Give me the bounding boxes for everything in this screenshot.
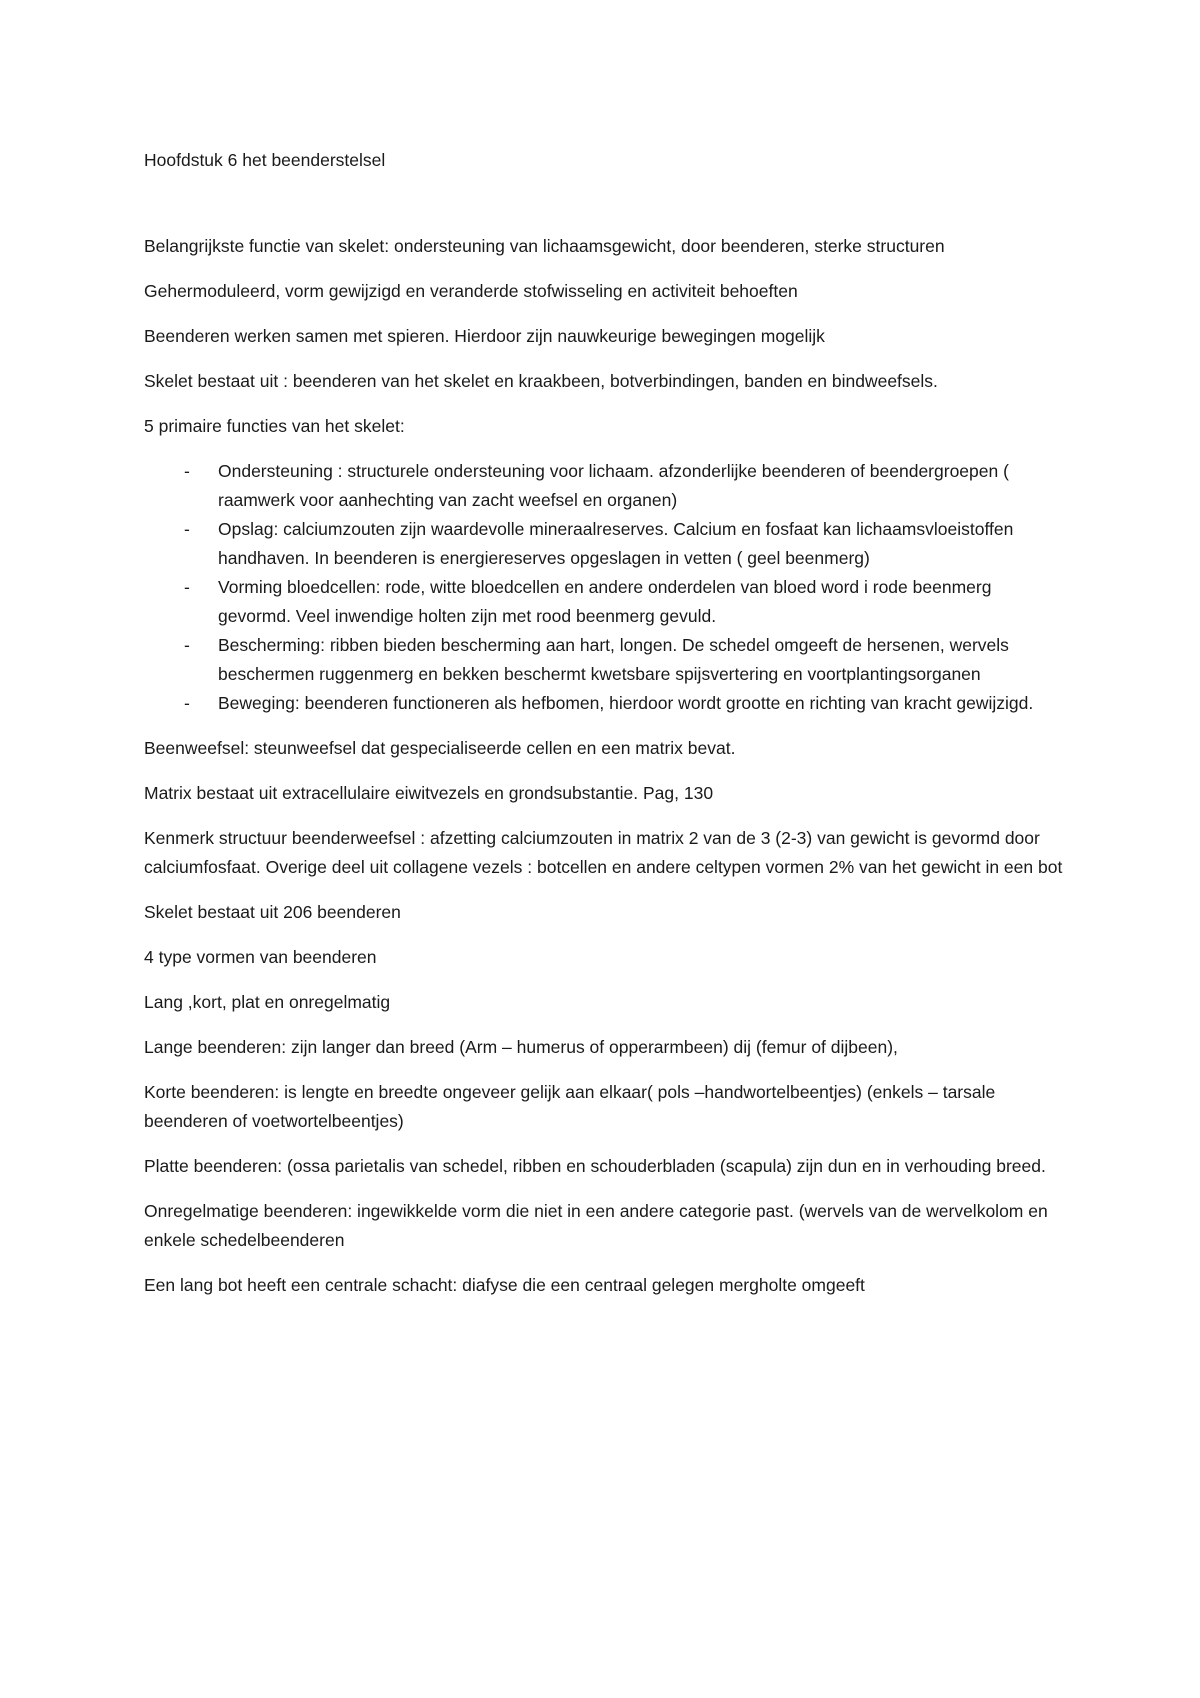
bullet-dash: - — [184, 693, 190, 713]
list-item-text: Beweging: beenderen functioneren als hefbomen, hierdoor wordt grootte en richting van kracht gewijzigd. — [218, 693, 1034, 713]
paragraph-main-function: Belangrijkste functie van skelet: ondersteuning van lichaamsgewicht, door beenderen, sterke structuren — [144, 236, 945, 256]
paragraph-bone-tissue: Beenweefsel: steunweefsel dat gespecialiseerde cellen en een matrix bevat. — [144, 738, 736, 758]
list-item-protection — [144, 631, 1064, 689]
list-item-text: Ondersteuning : structurele ondersteuning voor lichaam. afzonderlijke beenderen of beendergroepen ( raamwerk voor aanhechting van zacht weefsel en organen) — [218, 461, 1009, 510]
paragraph-short-bones: Korte beenderen: is lengte en breedte ongeveer gelijk aan elkaar( pols –handwortelbeentjes) (enkels – tarsale beenderen of voetwortelbeentjes) — [144, 1082, 996, 1131]
list-item-support — [144, 457, 1064, 515]
paragraph-skeleton-composition: Skelet bestaat uit : beenderen van het skelet en kraakbeen, botverbindingen, banden en bindweefsels. — [144, 371, 938, 391]
paragraph-flat-bones: Platte beenderen: (ossa parietalis van schedel, ribben en schouderbladen (scapula) zijn dun en in verhouding breed. — [144, 1156, 1046, 1176]
paragraph-long-bone-shaft: Een lang bot heeft een centrale schacht: diafyse die een centraal gelegen mergholte omgeeft — [144, 1275, 865, 1295]
paragraph-bone-structure: Kenmerk structuur beenderweefsel : afzetting calciumzouten in matrix 2 van de 3 (2-3) van gewicht is gevormd door calciumfosfaat. Overige deel uit collagene vezels : botcellen en andere celtypen vormen 2% van het gewicht in een bot — [144, 828, 1063, 877]
bullet-dash: - — [184, 577, 190, 597]
bullet-dash: - — [184, 635, 190, 655]
paragraph-bone-count: Skelet bestaat uit 206 beenderen — [144, 902, 401, 922]
paragraph-long-bones: Lange beenderen: zijn langer dan breed (Arm – humerus of opperarmbeen) dij (femur of dijbeen), — [144, 1037, 898, 1057]
document-title: Hoofdstuk 6 het beenderstelsel — [144, 150, 386, 170]
paragraph-irregular-bones: Onregelmatige beenderen: ingewikkelde vorm die niet in een andere categorie past. (wervels van de wervelkolom en enkele schedelbeenderen — [144, 1201, 1048, 1250]
paragraph-bone-types-intro: 4 type vormen van beenderen — [144, 947, 377, 967]
list-item-text: Vorming bloedcellen: rode, witte bloedcellen en andere onderdelen van bloed word i rode beenmerg gevormd. Veel inwendige holten zijn met rood beenmerg gevuld. — [218, 577, 992, 626]
list-item-movement — [144, 689, 1064, 718]
list-item-storage — [144, 515, 1064, 573]
list-item-blood-cell-formation — [144, 573, 1064, 631]
bullet-dash: - — [184, 519, 190, 539]
bullet-dash: - — [184, 461, 190, 481]
paragraph-bone-types: Lang ,kort, plat en onregelmatig — [144, 992, 391, 1012]
paragraph-matrix: Matrix bestaat uit extracellulaire eiwitvezels en grondsubstantie. Pag, 130 — [144, 783, 714, 803]
paragraph-primary-functions-intro: 5 primaire functies van het skelet: — [144, 416, 405, 436]
list-item-text: Opslag: calciumzouten zijn waardevolle mineraalreserves. Calcium en fosfaat kan lichaamsvloeistoffen handhaven. In beenderen is energiereserves opgeslagen in vetten ( geel beenmerg) — [218, 519, 1014, 568]
primary-functions-list — [144, 457, 1064, 718]
list-item-text: Bescherming: ribben bieden bescherming aan hart, longen. De schedel omgeeft de hersenen, wervels beschermen ruggenmerg en bekken beschermt kwetsbare spijsvertering en voortplantingsorganen — [218, 635, 1009, 684]
paragraph-muscles: Beenderen werken samen met spieren. Hierdoor zijn nauwkeurige bewegingen mogelijk — [144, 326, 825, 346]
document-body — [144, 146, 1064, 1316]
paragraph-remodeling: Gehermoduleerd, vorm gewijzigd en veranderde stofwisseling en activiteit behoeften — [144, 281, 798, 301]
